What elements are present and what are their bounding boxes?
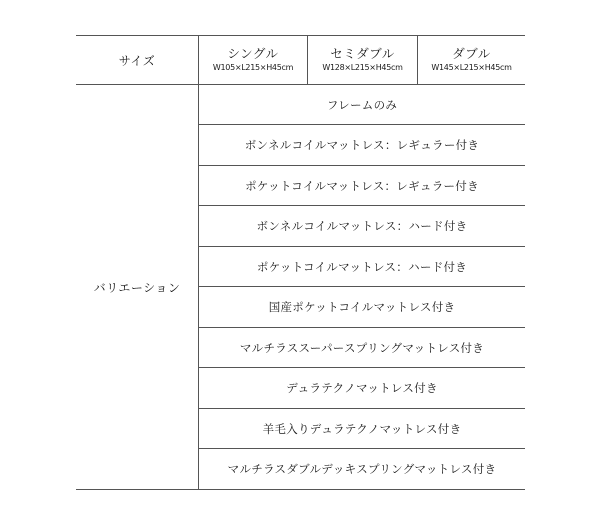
- variation-row: デュラテクノマットレス付き: [286, 381, 438, 395]
- size-name: シングル: [227, 46, 279, 61]
- size-dimensions: W145×L215×H45cm: [431, 63, 512, 72]
- size-dimensions: W128×L215×H45cm: [322, 63, 403, 72]
- variation-row: マルチラスダブルデッキスプリングマットレス付き: [227, 462, 497, 476]
- size-name: セミダブル: [330, 46, 395, 61]
- variation-row: 羊毛入りデュラテクノマットレス付き: [262, 421, 462, 436]
- size-column-semi-double: [308, 36, 417, 84]
- variation-row: フレームのみ: [326, 97, 398, 112]
- size-header-label: サイズ: [118, 53, 156, 68]
- variation-row: ポケットコイルマットレス：ハード付き: [256, 259, 468, 274]
- size-dimensions: W105×L215×H45cm: [212, 63, 294, 72]
- spec-table: [76, 35, 525, 490]
- variation-label: バリエーション: [93, 280, 181, 295]
- variation-row: ポケットコイルマットレス：レギュラー付き: [245, 178, 479, 193]
- size-column-single: [199, 36, 307, 84]
- variation-row: 国産ポケットコイルマットレス付き: [268, 300, 456, 314]
- variation-row: ボンネルコイルマットレス：ハード付き: [256, 219, 468, 233]
- size-column-double: [418, 36, 525, 84]
- variation-row: ボンネルコイルマットレス：レギュラー付き: [244, 138, 480, 152]
- table-bottom-border: [76, 489, 525, 490]
- variation-row: マルチラススーパースプリングマットレス付き: [239, 340, 485, 355]
- size-name: ダブル: [452, 46, 491, 61]
